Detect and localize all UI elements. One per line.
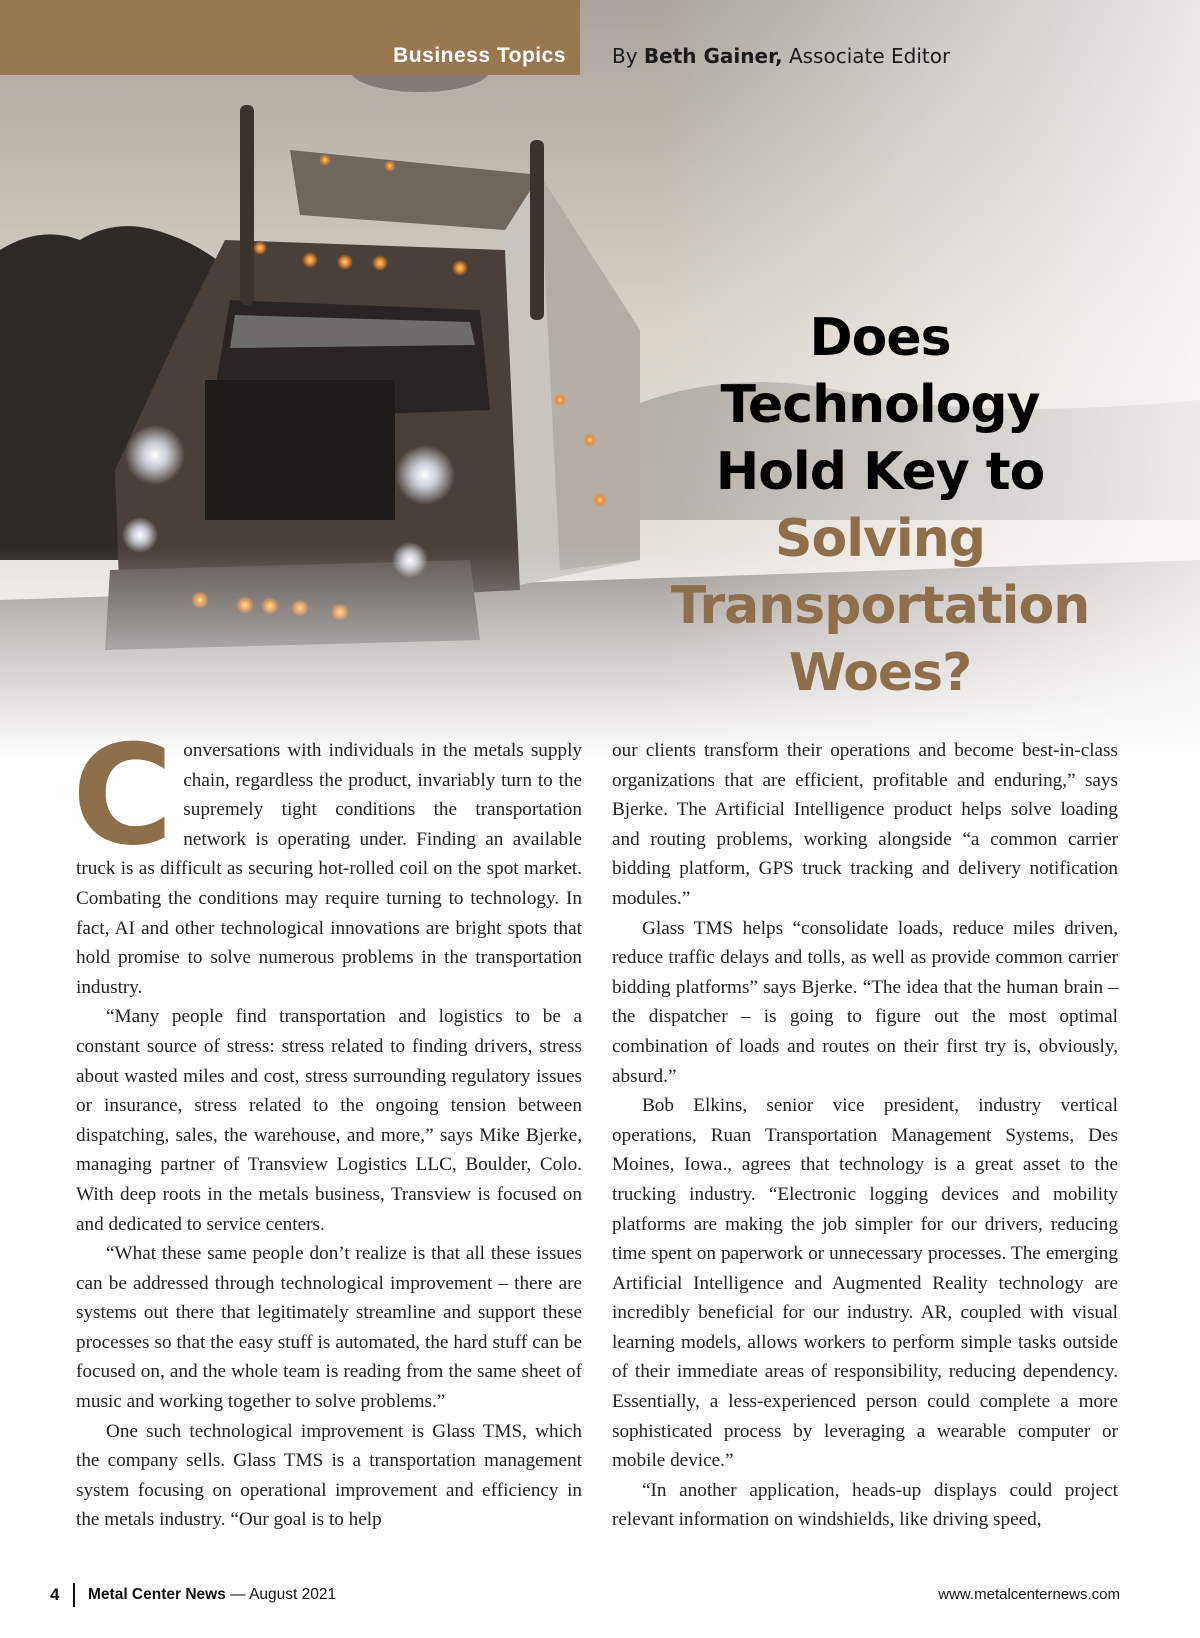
article-paragraph: Glass TMS helps “consolidate loads, reduce miles driven, reduce traffic delays and tolls, as well as provide common carrier bidding platforms” says Bjerke. “The idea that the human brain – the dispatcher – is going to figure out the most optimal combination of loads and routes on their first try is, obviously, absurd.” [612,917,1118,1087]
byline [612,44,950,68]
issue-date: — August 2021 [230,1586,337,1603]
magazine-name [88,1586,336,1604]
author-title: Associate Editor [788,44,951,68]
website-link[interactable]: www.metalcenternews.com [938,1586,1120,1603]
article-paragraph: Bob Elkins, senior vice president, industry vertical operations, Ruan Transportation Management Systems, Des Moines, Iowa., agrees that technology is a great asset to the trucking industry. “Electronic logging devices and mobility platforms are making the job simpler for our drivers, reducing time spent on paperwork or unnecessary processes. The emerging Artificial Intelligence and Augmented Reality technology are incredibly beneficial for our industry. AR, coupled with visual learning models, allows workers to perform simple tasks outside of their immediate areas of responsibility, reducing dependency. Essentially, a less-experienced person could complete a more sophisticated process by leveraging a wearable computer or mobile device.” [612,1095,1118,1472]
page-footer [50,1585,1120,1615]
headline-line: Woes? [788,643,972,703]
magazine-title: Metal Center News [88,1586,226,1603]
article-paragraph: “Many people find transportation and logistics to be a constant source of stress: stress related to finding drivers, stress about wasted miles and cost, stress surrounding regulatory issues or insurance, stress related to the ongoing tension between dispatching, sales, the warehouse, and more,” says Mike Bjerke, managing partner of Transview Logistics LLC, Boulder, Colo. With deep roots in the metals business, Transview is focused on and dedicated to service centers. [76,1006,582,1235]
article-paragraph [72,715,582,1002]
article-column-right [612,736,1118,1535]
headline-line: Technology [720,375,1040,435]
article-paragraph: “In another application, heads-up displays could project relevant information on windshields, like driving speed, [612,1479,1118,1531]
page-number: 4 [50,1585,60,1604]
headline-line: Hold Key to [715,442,1045,502]
headline-line: Transportation [670,576,1090,636]
article-paragraph: our clients transform their operations and become best-in-class organizations that are efficient, profitable and enduring,” says Bjerke. The Artificial Intelligence product helps solve loading and routing problems, working alongside “a common carrier bidding platform, GPS truck tracking and delivery notification modules.” [612,740,1118,909]
footer-divider [73,1583,75,1607]
section-tab [0,0,580,75]
byline-prefix: By [612,44,638,68]
headline-line: Solving [775,509,985,569]
article-paragraph: One such technological improvement is Glass TMS, which the company sells. Glass TMS is a transportation management system focusing on operational improvement and efficiency in the metals industry. “Our goal is to help [76,1420,582,1531]
headline-line: Does [809,308,951,368]
section-label: Business Topics [393,44,566,67]
drop-cap: C [72,715,174,876]
article-paragraph: “What these same people don’t realize is that all these issues can be addressed through technological improvement – there are systems out there that legitimately streamline and support these processes so that the easy stuff is automated, the hard stuff can be focused on, and the whole team is reading from the same sheet of music and working together to solve problems.” [76,1243,582,1413]
paragraph-text: onversations with individuals in the metals supply chain, regardless the product, invariably turn to the supremely tight conditions the transportation network is operating under. Finding an available truck is as difficult as securing hot-rolled coil on the spot market. Combating the conditions may require turning to technology. In fact, AI and other technological innovations are bright spots that hold promise to solve numerous problems in the transportation industry. [76,740,582,998]
article-headline [620,305,1140,707]
author-name: Beth Gainer, [643,44,783,68]
article-column-left [72,715,582,1535]
